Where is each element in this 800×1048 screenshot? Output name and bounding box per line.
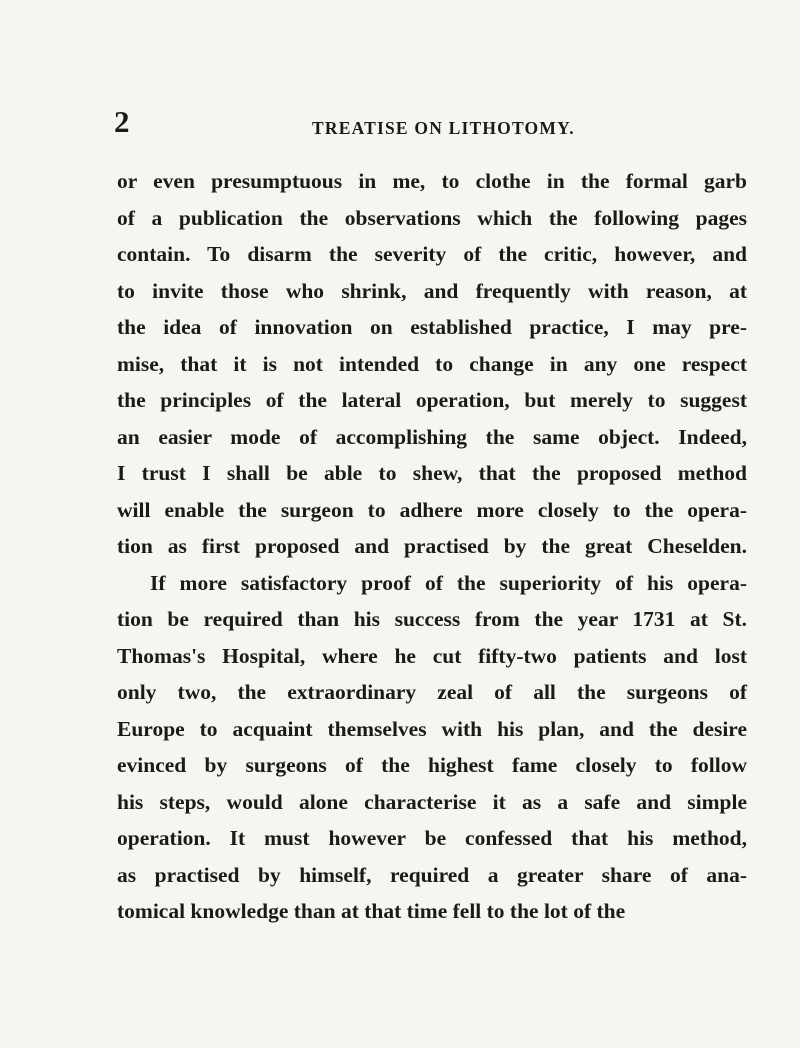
page-number: 2 <box>114 104 130 139</box>
paragraph-start-line: If more satisfactory proof of the superiority of his opera- <box>150 570 747 595</box>
text-line: will enable the surgeon to adhere more closely to the opera- <box>117 497 747 522</box>
text-line: I trust I shall be able to shew, that the proposed method <box>117 461 747 485</box>
text-line: tion be required than his success from the year 1731 at St. <box>117 607 747 631</box>
text-line: as practised by himself, required a greater share of ana- <box>117 862 747 887</box>
text-line: only two, the extraordinary zeal of all the surgeons of <box>117 680 747 704</box>
body-text <box>117 163 747 930</box>
text-line: his steps, would alone characterise it as a safe and simple <box>117 789 747 814</box>
text-line: the principles of the lateral operation, but merely to suggest <box>117 388 747 412</box>
running-title: TREATISE ON LITHOTOMY. <box>312 118 575 138</box>
text-line: mise, that it is not intended to change in any one respect <box>117 351 747 376</box>
text-line: tion as first proposed and practised by the great Cheselden. <box>117 534 747 558</box>
text-line: of a publication the observations which the following pages <box>117 205 747 230</box>
text-line: to invite those who shrink, and frequently with reason, at <box>117 278 747 303</box>
text-line: the idea of innovation on established practice, I may pre- <box>117 315 747 339</box>
text-line: operation. It must however be confessed that his method, <box>117 826 747 850</box>
text-line: tomical knowledge than at that time fell to the lot of the <box>117 899 626 923</box>
text-line: contain. To disarm the severity of the critic, however, and <box>117 242 747 266</box>
text-line: an easier mode of accomplishing the same object. Indeed, <box>117 424 747 449</box>
running-head <box>0 104 800 144</box>
text-line: or even presumptuous in me, to clothe in the formal garb <box>117 169 747 193</box>
text-line: evinced by surgeons of the highest fame closely to follow <box>117 753 747 777</box>
text-line: Europe to acquaint themselves with his plan, and the desire <box>117 716 747 741</box>
text-line: Thomas's Hospital, where he cut fifty-two patients and lost <box>117 643 747 668</box>
